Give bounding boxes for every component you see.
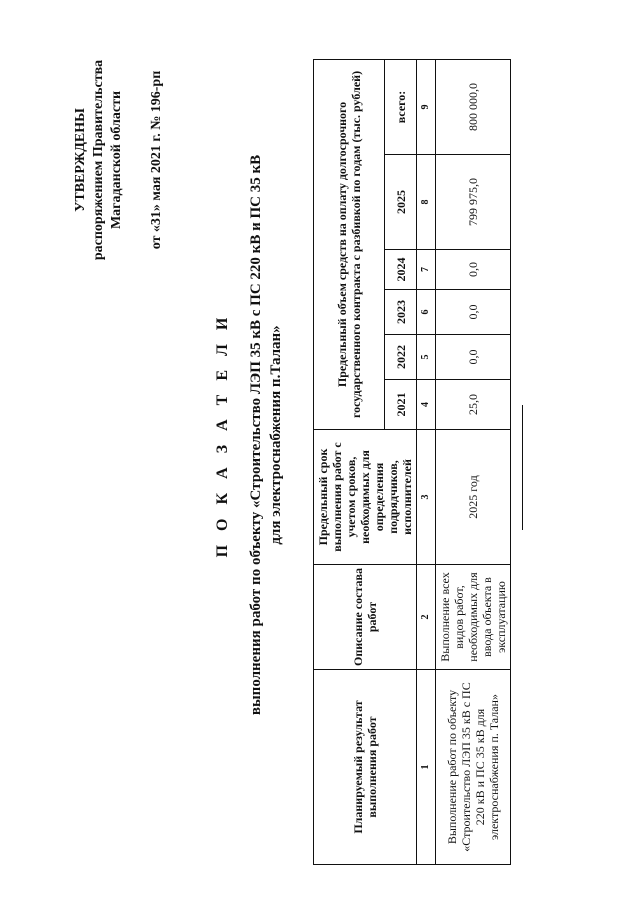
- document-subtitle-line2: для электроснабжения п.Талан»: [268, 325, 284, 545]
- cell-work-description: Выполнение всех видов работ, необходимых для ввода объекта в эксплуатацию: [436, 565, 511, 670]
- column-number: 5: [417, 335, 436, 380]
- header-year-2021: 2021: [385, 380, 417, 430]
- approval-region: Магаданской области: [109, 90, 124, 230]
- cell-total: 800 000,0: [436, 59, 511, 154]
- approval-decree: от «31» мая 2021 г. № 196-рп: [149, 70, 164, 250]
- column-number: 4: [417, 380, 436, 430]
- header-deadline: Предельный срок выполнения работ с учетом сроков, необходимых для определения подрядчиков, исполнителей: [314, 430, 417, 565]
- document-subtitle-line1: выполнения работ по объекту «Строительство ЛЭП 35 кВ с ПС 220 кВ и ПС 35 кВ: [248, 154, 264, 716]
- cell-2025: 799 975,0: [436, 155, 511, 250]
- cell-2022: 0,0: [436, 335, 511, 380]
- header-funding: Предельный объем средств на оплату долгосрочного государственного контракта с разбивкой по годам (тыс. рублей): [314, 59, 385, 429]
- approval-issuer: распоряжением Правительства: [91, 59, 106, 261]
- column-number: 8: [417, 155, 436, 250]
- column-number: 9: [417, 59, 436, 154]
- closing-rule: [522, 405, 523, 530]
- indicators-table: [313, 59, 511, 865]
- column-number: 6: [417, 290, 436, 335]
- header-year-2025: 2025: [385, 155, 417, 250]
- cell-2023: 0,0: [436, 290, 511, 335]
- header-year-2022: 2022: [385, 335, 417, 380]
- approval-stamp: [72, 45, 166, 275]
- column-number: 2: [417, 565, 436, 670]
- table-row: [436, 59, 511, 864]
- cell-2021: 25,0: [436, 380, 511, 430]
- cell-deadline: 2025 год: [436, 430, 511, 565]
- column-numbers-row: [417, 59, 436, 864]
- column-number: 1: [417, 670, 436, 865]
- document-title: П О К А З А Т Е Л И: [214, 312, 231, 558]
- header-total: всего:: [385, 59, 417, 154]
- cell-planned-result: Выполнение работ по объекту «Строительство ЛЭП 35 кВ с ПС 220 кВ и ПС 35 кВ для электроснабжения п. Талан»: [436, 670, 511, 865]
- header-work-description: Описание состава работ: [314, 565, 417, 670]
- header-year-2023: 2023: [385, 290, 417, 335]
- header-year-2024: 2024: [385, 250, 417, 290]
- approval-heading: УТВЕРЖДЕНЫ: [73, 108, 88, 212]
- column-number: 7: [417, 250, 436, 290]
- header-planned-result: Планируемый результат выполнения работ: [314, 670, 417, 865]
- column-number: 3: [417, 430, 436, 565]
- cell-2024: 0,0: [436, 250, 511, 290]
